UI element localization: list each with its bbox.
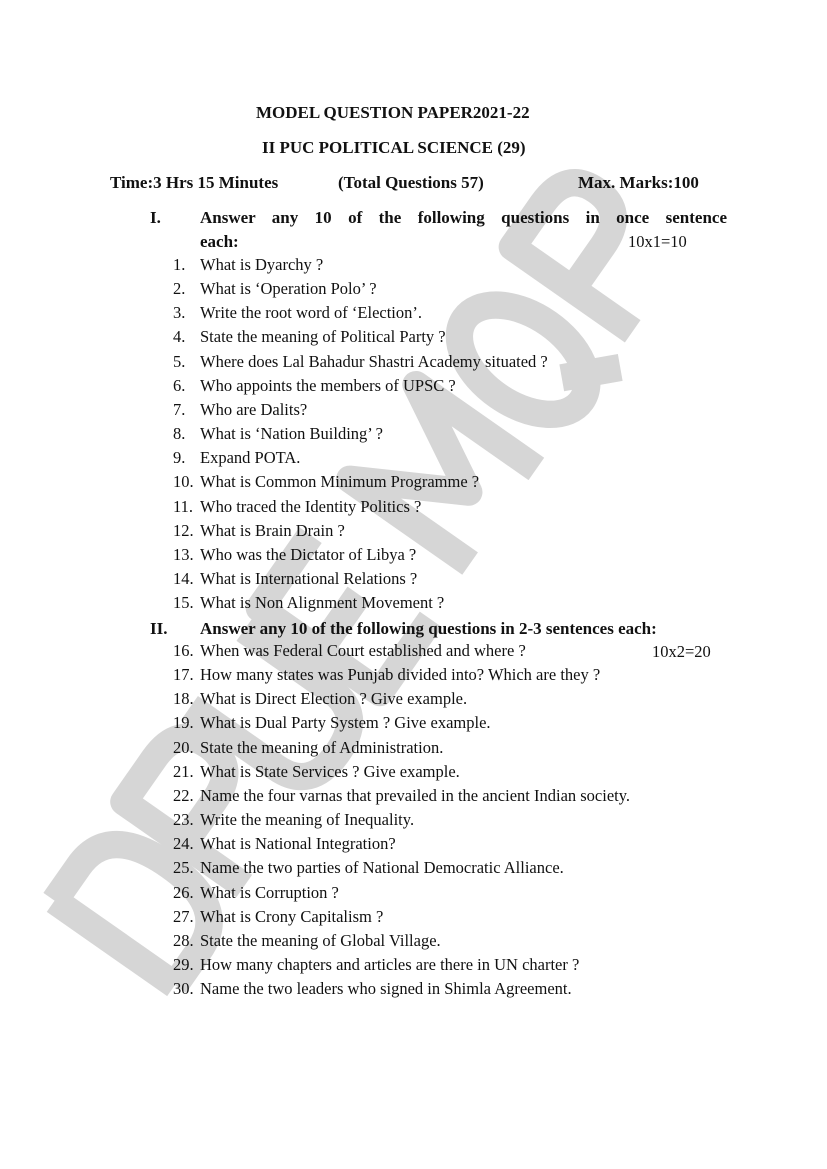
question-number: 12. [173,520,194,540]
section-instruction: Answer any 10 of the following questions in 2-3 sentences each: [200,619,657,638]
question-number: 21. [173,761,194,781]
question-number: 13. [173,544,194,564]
question-text: What is Corruption ? [200,882,339,902]
section-numeral: I. [150,208,161,227]
question-item [173,446,300,470]
question-text: What is Brain Drain ? [200,520,345,540]
question-text: Name the two leaders who signed in Shimla Agreement. [200,979,572,999]
question-item [173,881,339,905]
question-item [173,711,491,735]
paper-title: MODEL QUESTION PAPER2021-22 [256,103,530,122]
question-item [173,687,467,711]
question-number: 9. [173,448,186,468]
question-text: Write the meaning of Inequality. [200,810,415,830]
question-number: 28. [173,930,194,950]
question-text: Where does Lal Bahadur Shastri Academy situated ? [200,351,548,371]
question-item [173,253,323,277]
question-text: How many states was Punjab divided into? Which are they ? [200,665,601,685]
question-text: What is Common Minimum Programme ? [200,472,480,492]
question-item [173,591,444,615]
question-item [173,398,307,422]
question-item [173,905,383,929]
question-text: What is State Services ? Give example. [200,761,460,781]
question-number: 24. [173,834,194,854]
question-item [173,495,421,519]
question-text: Who was the Dictator of Libya ? [200,544,417,564]
question-text: Name the four varnas that prevailed in the ancient Indian society. [200,785,631,805]
question-number: 1. [173,255,186,274]
question-text: What is Crony Capitalism ? [200,906,384,926]
question-number: 29. [173,954,194,974]
question-text: What is Dyarchy ? [200,255,324,274]
question-item [173,277,377,301]
question-text: When was Federal Court established and where ? [200,641,526,660]
question-item [173,639,526,663]
question-text: What is Direct Election ? Give example. [200,689,468,709]
paper-subject: II PUC POLITICAL SCIENCE (29) [262,138,526,157]
question-item [173,953,579,977]
question-number: 23. [173,810,194,830]
question-text: What is National Integration? [200,834,396,854]
question-number: 2. [173,279,186,299]
question-item [173,374,456,398]
question-text: Write the root word of ‘Election’. [200,303,423,323]
question-text: What is International Relations ? [200,568,418,588]
question-item [173,808,414,832]
question-number: 14. [173,568,194,588]
question-item [173,422,383,446]
total-questions: (Total Questions 57) [338,173,484,192]
question-text: State the meaning of Global Village. [200,930,441,950]
section-marks: 10x1=10 [628,232,687,251]
section-marks: 10x2=20 [652,642,711,661]
max-marks: Max. Marks:100 [578,173,699,192]
question-item [173,832,396,856]
question-number: 6. [173,375,186,395]
question-text: What is Dual Party System ? Give example. [200,713,491,733]
section-instruction: Answer any 10 of the following questions in once sentence [200,208,727,227]
question-text: Name the two parties of National Democratic Alliance. [200,858,564,878]
question-item [173,977,572,1001]
question-number: 17. [173,665,194,685]
question-number: 20. [173,737,194,757]
question-text: Who appoints the members of UPSC ? [200,375,456,395]
question-number: 19. [173,713,194,733]
question-number: 3. [173,303,186,323]
question-text: What is Non Alignment Movement ? [200,593,445,613]
question-item [173,301,422,325]
question-item [173,856,564,880]
question-number: 22. [173,785,194,805]
question-text: State the meaning of Administration. [200,737,444,757]
question-text: Expand POTA. [200,448,301,468]
question-number: 16. [173,641,194,660]
question-text: What is ‘Operation Polo’ ? [200,279,377,299]
question-item [173,760,460,784]
question-item [173,663,600,687]
question-item [173,470,479,494]
time-allowed: Time:3 Hrs 15 Minutes [110,173,279,192]
question-number: 7. [173,399,186,419]
question-text: State the meaning of Political Party ? [200,327,446,347]
question-number: 18. [173,689,194,709]
question-number: 10. [173,472,194,492]
question-number: 26. [173,882,194,902]
question-number: 4. [173,327,186,347]
question-text: What is ‘Nation Building’ ? [200,424,383,444]
question-item [173,350,548,374]
question-number: 5. [173,351,186,371]
question-item [173,736,443,760]
question-number: 11. [173,496,194,516]
section-numeral: II. [150,619,168,638]
question-number: 8. [173,424,186,444]
question-number: 30. [173,979,194,999]
question-text: Who traced the Identity Politics ? [200,496,422,516]
question-item [173,543,416,567]
question-text: Who are Dalits? [200,399,308,419]
question-text: How many chapters and articles are there in UN charter ? [200,954,580,974]
question-item [173,567,417,591]
question-item [173,929,441,953]
question-number: 27. [173,906,194,926]
question-item [173,325,446,349]
question-number: 25. [173,858,194,878]
section-instruction-cont: each: [200,232,239,251]
question-item [173,784,630,808]
question-number: 15. [173,593,194,613]
question-item [173,519,345,543]
